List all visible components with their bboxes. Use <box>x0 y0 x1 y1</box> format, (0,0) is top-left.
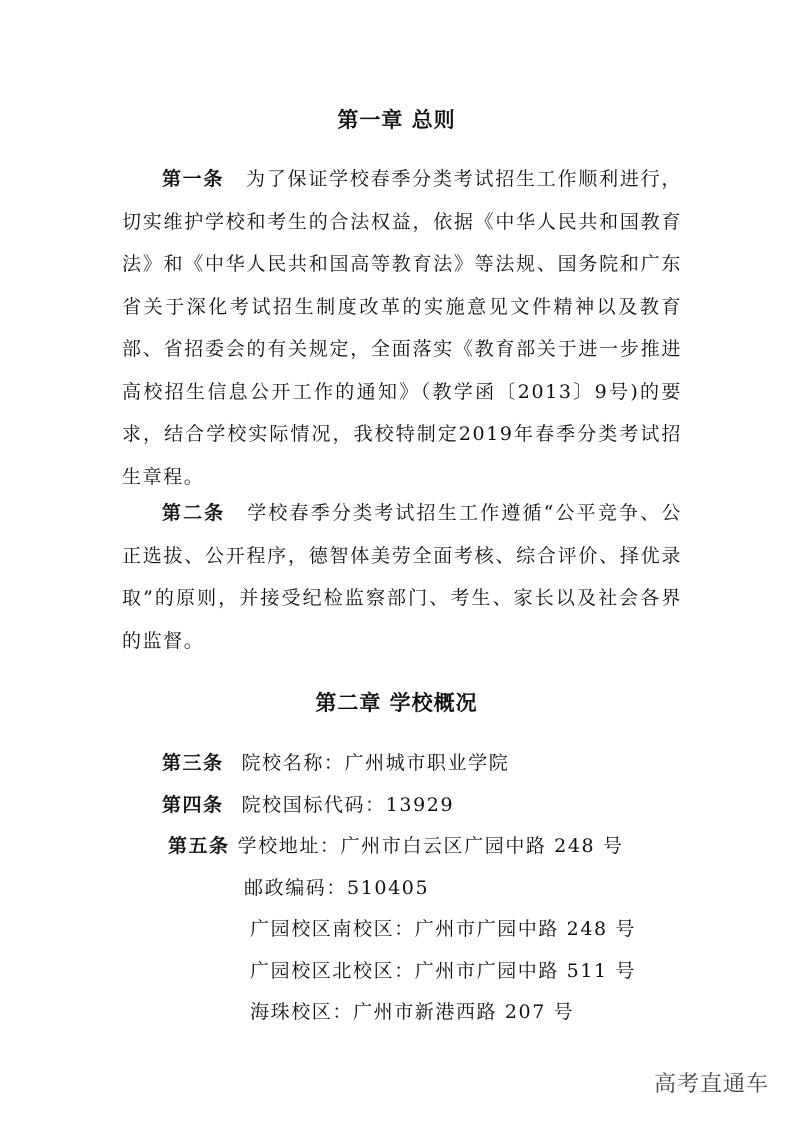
article-5-campus-north: 广园校区北校区：广州市广园中路 511 号 <box>250 960 636 982</box>
article-2 <box>122 492 682 662</box>
article-5 <box>168 833 623 859</box>
article-4-label: 第四条 <box>162 794 224 816</box>
article-3-label: 第三条 <box>162 752 224 774</box>
watermark-logo-text: 高考直通车 <box>653 1072 769 1097</box>
article-3-text: 院校名称：广州城市职业学院 <box>241 752 510 774</box>
article-4 <box>162 792 454 818</box>
article-1-label: 第一条 <box>162 168 225 190</box>
article-1-text: 为了保证学校春季分类考试招生工作顺利进行，切实维护学校和考生的合法权益，依据《中华人民共和国教育法》和《中华人民共和国高等教育法》等法规、国务院和广东省关于深化考试招生制度改革的实施意见文件精神以及教育部、省招委会的有关规定，全面落实《教育部关于进一步推进高校招生信息公开工作的通知》（教学函〔2013〕9号)的要求，结合学校实际情况，我校特制定2019年春季分类考试招生章程。 <box>122 168 682 488</box>
chapter-1-heading: 第一章 总则 <box>337 108 456 132</box>
article-3 <box>162 750 509 776</box>
article-5-postcode: 邮政编码：510405 <box>244 877 430 899</box>
article-1 <box>122 158 682 498</box>
article-5-campus-south: 广园校区南校区：广州市广园中路 248 号 <box>250 918 636 940</box>
chapter-2-heading: 第二章 学校概况 <box>315 691 478 715</box>
article-2-label: 第二条 <box>162 502 226 524</box>
article-4-text: 院校国标代码：13929 <box>241 794 455 816</box>
article-2-text: 学校春季分类考试招生工作遵循“公平竞争、公正选拔、公开程序，德智体美劳全面考核、综合评价、择优录取”的原则，并接受纪检监察部门、考生、家长以及社会各界的监督。 <box>122 502 682 652</box>
article-5-address: 学校地址：广州市白云区广园中路 248 号 <box>237 835 624 857</box>
article-5-label: 第五条 <box>168 835 230 857</box>
article-5-campus-haizhu: 海珠校区：广州市新港西路 207 号 <box>250 1001 575 1023</box>
